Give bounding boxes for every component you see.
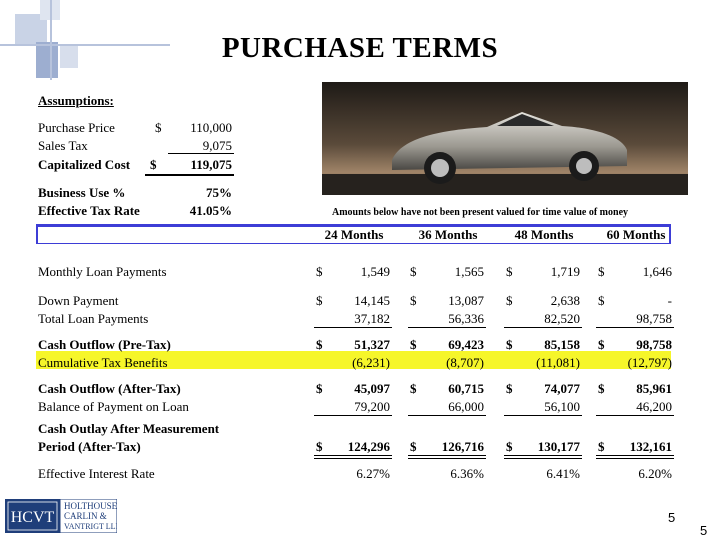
column-underline [314,327,392,328]
column-underline [408,455,486,456]
table-row-label: Total Loan Payments [38,311,149,326]
table-cell: 124,296 [347,439,390,454]
table-cell-currency: $ [316,439,323,454]
table-cell-currency: $ [598,264,605,279]
table-cell: 6.36% [450,466,484,481]
table-cell: 2,638 [550,293,580,308]
table-cell: 66,000 [448,399,484,414]
table-cell: 14,145 [354,293,390,308]
svg-text:VANTRIGT LLP: VANTRIGT LLP [64,522,117,531]
table-cell: 132,161 [629,439,672,454]
assumption-label: Purchase Price [38,120,115,135]
effective-tax-label: Effective Tax Rate [38,203,140,218]
table-cell: 6.20% [638,466,672,481]
svg-text:HCVT: HCVT [10,509,55,526]
table-cell: 6.41% [546,466,580,481]
effective-tax-value: 41.05% [189,203,232,218]
assumption-label: Capitalized Cost [38,157,131,172]
assumption-currency: $ [150,157,157,172]
table-cell: 85,961 [636,381,672,396]
column-double-underline [504,458,582,459]
table-cell: 130,177 [537,439,580,454]
table-cell: 56,336 [448,311,484,326]
assumption-underline [168,153,234,154]
assumption-currency: $ [155,120,162,135]
table-cell-currency: $ [506,337,513,352]
table-cell: 56,100 [544,399,580,414]
table-row-label: Monthly Loan Payments [38,264,167,279]
assumption-value: 9,075 [202,138,232,153]
assumption-value: 110,000 [190,120,232,135]
column-underline [596,415,674,416]
car-photo [322,82,688,195]
table-cell: 1,646 [642,264,672,279]
column-header: 48 Months [514,227,574,242]
column-underline [408,415,486,416]
table-cell-currency: $ [316,293,323,308]
table-cell-currency: $ [410,439,417,454]
svg-text:CARLIN &: CARLIN & [64,511,107,521]
table-row-label: Cash Outflow (After-Tax) [38,381,181,396]
column-header: 36 Months [418,227,478,242]
table-row-label: Cash Outlay After Measurement [38,421,220,436]
table-cell: (6,231) [352,355,390,370]
column-double-underline [408,458,486,459]
column-underline [408,327,486,328]
table-cell: 126,716 [441,439,484,454]
table-cell: 79,200 [354,399,390,414]
column-double-underline [314,458,392,459]
column-underline [504,455,582,456]
table-cell: 45,097 [354,381,390,396]
table-cell-currency: $ [506,264,513,279]
hcvt-logo [5,499,117,533]
table-cell-currency: $ [506,293,513,308]
table-cell-currency: $ [410,264,417,279]
page-number: 5 [668,510,676,525]
table-cell-currency: $ [410,337,417,352]
table-cell-currency: $ [410,381,417,396]
table-cell-currency: $ [316,337,323,352]
assumption-label: Sales Tax [38,138,88,153]
table-cell: 60,715 [448,381,484,396]
column-underline [596,455,674,456]
table-cell-currency: $ [598,293,605,308]
page-number-corner: 5 [700,523,708,538]
table-row-label: Cash Outflow (Pre-Tax) [38,337,171,352]
column-double-underline [596,458,674,459]
table-cell: 6.27% [356,466,390,481]
table-row-label: Effective Interest Rate [38,466,155,481]
table-cell: (11,081) [536,355,580,370]
table-cell: 74,077 [544,381,580,396]
table-cell: - [667,293,672,308]
table-cell: 37,182 [354,311,390,326]
table-cell: 82,520 [544,311,580,326]
table-cell-currency: $ [598,337,605,352]
assumption-double-underline [145,174,234,176]
table-cell-currency: $ [598,439,605,454]
table-row-label: Cumulative Tax Benefits [38,355,168,370]
table-cell-currency: $ [506,381,513,396]
table-cell: 1,719 [550,264,580,279]
table-cell: 1,565 [454,264,484,279]
table-cell-currency: $ [316,381,323,396]
table-row-label: Balance of Payment on Loan [38,399,189,414]
table-cell: (8,707) [446,355,484,370]
table-cell-currency: $ [598,381,605,396]
assumption-value: 119,075 [190,157,232,172]
table-cell: 13,087 [448,293,484,308]
column-underline [596,327,674,328]
column-underline [504,415,582,416]
table-cell-currency: $ [316,264,323,279]
present-value-note: Amounts below have not been present valued for time value of money [332,207,629,218]
table-cell: 85,158 [544,337,580,352]
business-use-label: Business Use % [38,185,126,200]
column-header: 60 Months [606,227,666,242]
table-cell: 46,200 [636,399,672,414]
table-row-label: Down Payment [38,293,119,308]
table-cell: 1,549 [360,264,390,279]
table-cell: 51,327 [354,337,390,352]
table-cell: 98,758 [636,311,672,326]
table-cell-currency: $ [506,439,513,454]
column-header: 24 Months [324,227,384,242]
table-cell: 69,423 [448,337,484,352]
column-underline [314,455,392,456]
assumptions-heading: Assumptions: [38,93,114,108]
business-use-value: 75% [206,185,232,200]
page-title: PURCHASE TERMS [221,32,499,64]
table-cell-currency: $ [410,293,417,308]
column-underline [504,327,582,328]
table-row-label: Period (After-Tax) [38,439,141,454]
table-cell: 98,758 [636,337,672,352]
svg-text:HOLTHOUSE: HOLTHOUSE [64,501,117,511]
table-cell: (12,797) [627,355,672,370]
column-underline [314,415,392,416]
